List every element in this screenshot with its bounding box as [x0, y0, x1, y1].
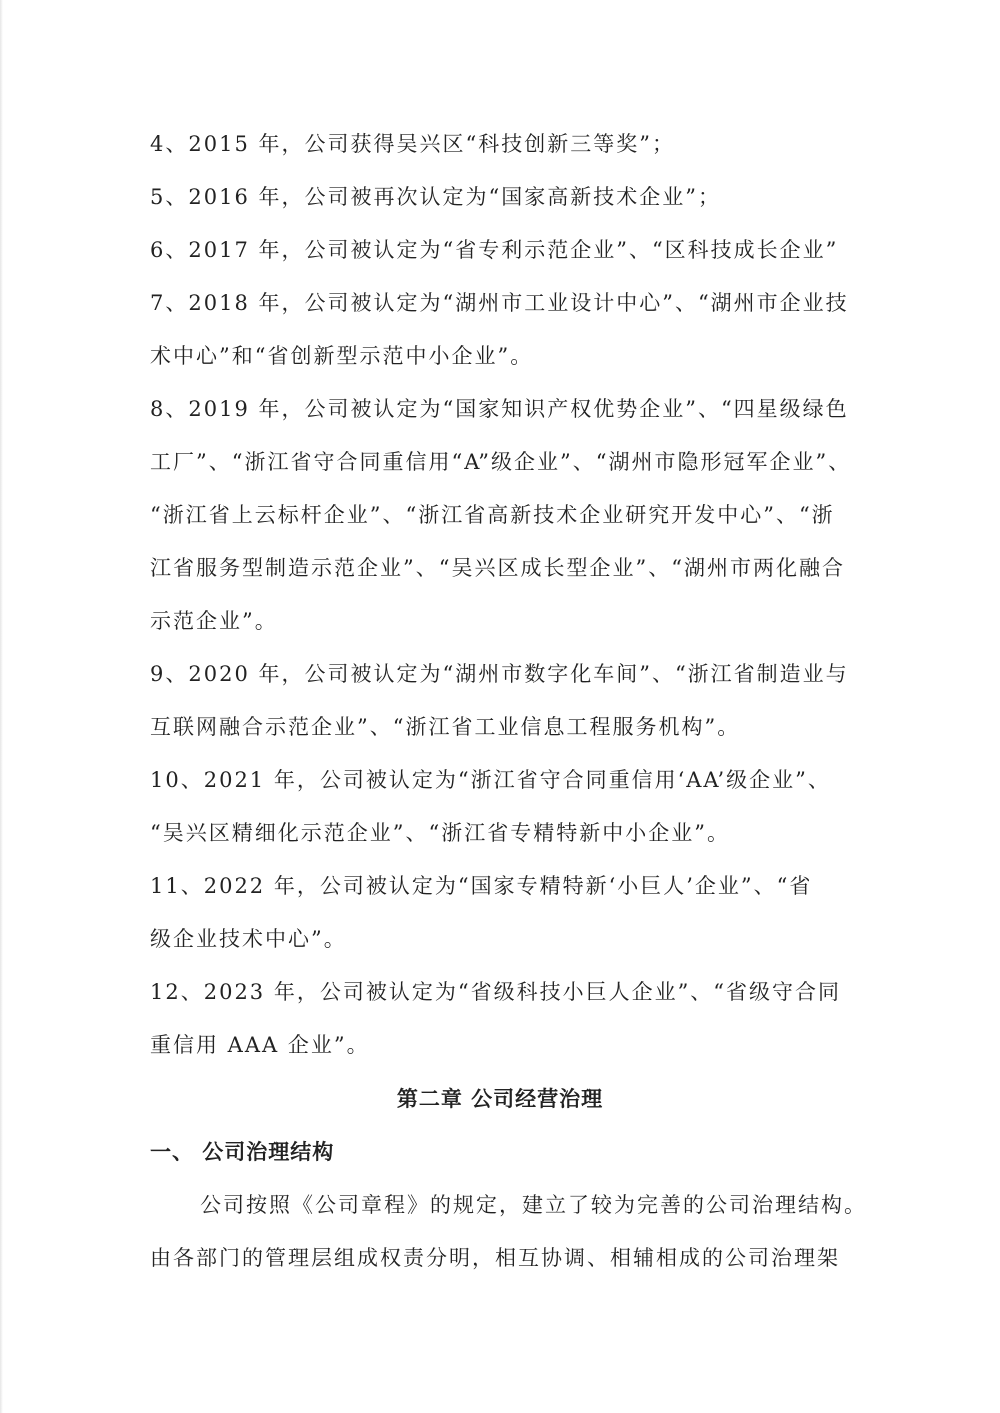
list-item-line: 9、2020 年，公司被认定为“湖州市数字化车间”、“浙江省制造业与: [150, 662, 849, 686]
list-item-line: 江省服务型制造示范企业”、“吴兴区成长型企业”、“湖州市两化融合: [150, 556, 845, 580]
list-item-line: 级企业技术中心”。: [150, 927, 347, 951]
list-item-line: 示范企业”。: [150, 609, 278, 633]
list-item-line: 互联网融合示范企业”、“浙江省工业信息工程服务机构”。: [150, 715, 741, 739]
paragraph-line: 公司按照《公司章程》的规定，建立了较为完善的公司治理结构。: [200, 1193, 867, 1217]
list-item-line: “浙江省上云标杆企业”、“浙江省高新技术企业研究开发中心”、“浙: [150, 503, 835, 527]
list-item-line: 5、2016 年，公司被再次认定为“国家高新技术企业”；: [150, 185, 721, 209]
paragraph-line: 由各部门的管理层组成权责分明，相互协调、相辅相成的公司治理架: [150, 1246, 840, 1270]
section-heading: 一、 公司治理结构: [150, 1140, 335, 1164]
list-item-line: 术中心”和“省创新型示范中小企业”。: [150, 344, 534, 368]
list-item-line: 8、2019 年，公司被认定为“国家知识产权优势企业”、“四星级绿色: [150, 397, 849, 421]
scan-edge-shadow: [0, 0, 3, 1413]
list-item-line: 4、2015 年，公司获得吴兴区“科技创新三等奖”；: [150, 132, 675, 156]
list-item-line: 12、2023 年，公司被认定为“省级科技小巨人企业”、“省级守合同: [150, 980, 842, 1004]
list-item-line: 6、2017 年，公司被认定为“省专利示范企业”、“区科技成长企业”: [150, 238, 839, 262]
list-item-line: “吴兴区精细化示范企业”、“浙江省专精特新中小企业”。: [150, 821, 730, 845]
list-item-line: 11、2022 年，公司被认定为“国家专精特新‘小巨人’企业”、“省: [150, 874, 813, 898]
list-item-line: 工厂”、“浙江省守合同重信用“A”级企业”、“湖州市隐形冠军企业”、: [150, 450, 852, 474]
list-item-line: 重信用 AAA 企业”。: [150, 1033, 370, 1057]
list-item-line: 10、2021 年，公司被认定为“浙江省守合同重信用‘AA’级企业”、: [150, 768, 831, 792]
chapter-title: 第二章 公司经营治理: [396, 1087, 604, 1111]
list-item-line: 7、2018 年，公司被认定为“湖州市工业设计中心”、“湖州市企业技: [150, 291, 849, 315]
